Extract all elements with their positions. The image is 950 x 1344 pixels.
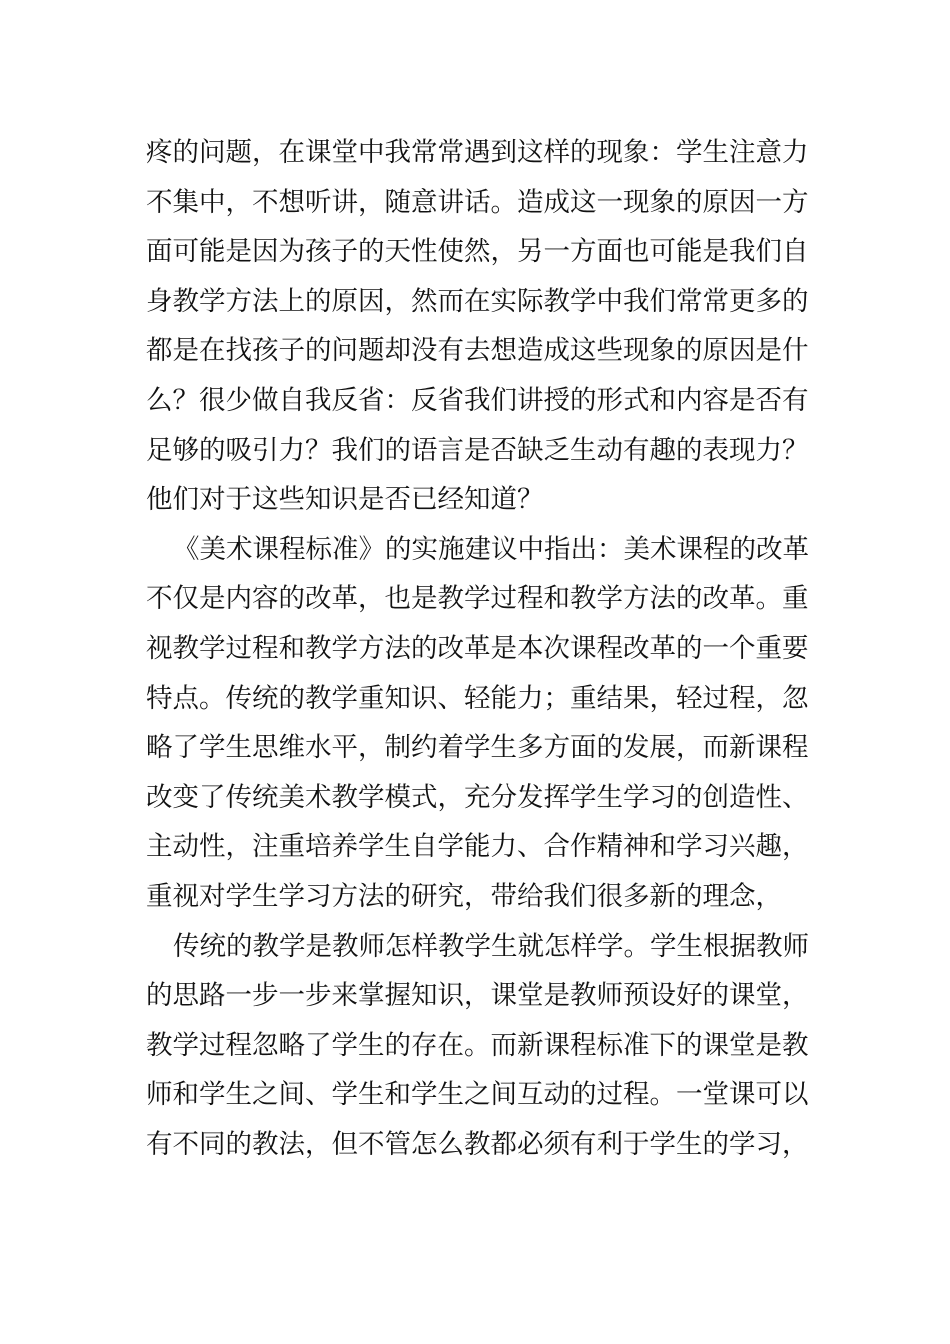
text-line: 都是在找孩子的问题却没有去想造成这些现象的原因是什 bbox=[146, 335, 809, 367]
text-line: 《美术课程标准》的实施建议中指出：美术课程的改革 bbox=[173, 533, 809, 565]
document-body bbox=[146, 128, 809, 1169]
text-line: 略了学生思维水平，制约着学生多方面的发展，而新课程 bbox=[146, 732, 809, 764]
text-line: 的思路一步一步来掌握知识，课堂是教师预设好的课堂， bbox=[146, 980, 809, 1012]
text-line: 重视对学生学习方法的研究，带给我们很多新的理念， bbox=[146, 880, 782, 912]
text-line: 不集中，不想听讲，随意讲话。造成这一现象的原因一方 bbox=[146, 186, 809, 218]
text-line: 他们对于这些知识是否已经知道？ bbox=[146, 484, 544, 516]
paragraph-1 bbox=[146, 128, 809, 525]
paragraph-2 bbox=[146, 525, 809, 922]
text-line: 传统的教学是教师怎样教学生就怎样学。学生根据教师 bbox=[173, 930, 809, 962]
text-line: 教学过程忽略了学生的存在。而新课程标准下的课堂是教 bbox=[146, 1029, 809, 1061]
text-line: 视教学过程和教学方法的改革是本次课程改革的一个重要 bbox=[146, 632, 809, 664]
text-line: 身教学方法上的原因，然而在实际教学中我们常常更多的 bbox=[146, 285, 809, 317]
text-line: 有不同的教法，但不管怎么教都必须有利于学生的学习， bbox=[146, 1128, 809, 1160]
text-line: 主动性，注重培养学生自学能力、合作精神和学习兴趣， bbox=[146, 831, 809, 863]
text-line: 面可能是因为孩子的天性使然，另一方面也可能是我们自 bbox=[146, 236, 809, 268]
text-line: 师和学生之间、学生和学生之间互动的过程。一堂课可以 bbox=[146, 1079, 809, 1111]
paragraph-3 bbox=[146, 922, 809, 1170]
text-line: 么？很少做自我反省：反省我们讲授的形式和内容是否有 bbox=[146, 384, 809, 416]
text-line: 足够的吸引力？我们的语言是否缺乏生动有趣的表现力？ bbox=[146, 434, 809, 466]
text-line: 不仅是内容的改革，也是教学过程和教学方法的改革。重 bbox=[146, 583, 809, 615]
text-line: 特点。传统的教学重知识、轻能力；重结果，轻过程，忽 bbox=[146, 682, 809, 714]
text-line: 疼的问题，在课堂中我常常遇到这样的现象：学生注意力 bbox=[146, 137, 809, 168]
text-line: 改变了传统美术教学模式，充分发挥学生学习的创造性、 bbox=[146, 781, 809, 813]
